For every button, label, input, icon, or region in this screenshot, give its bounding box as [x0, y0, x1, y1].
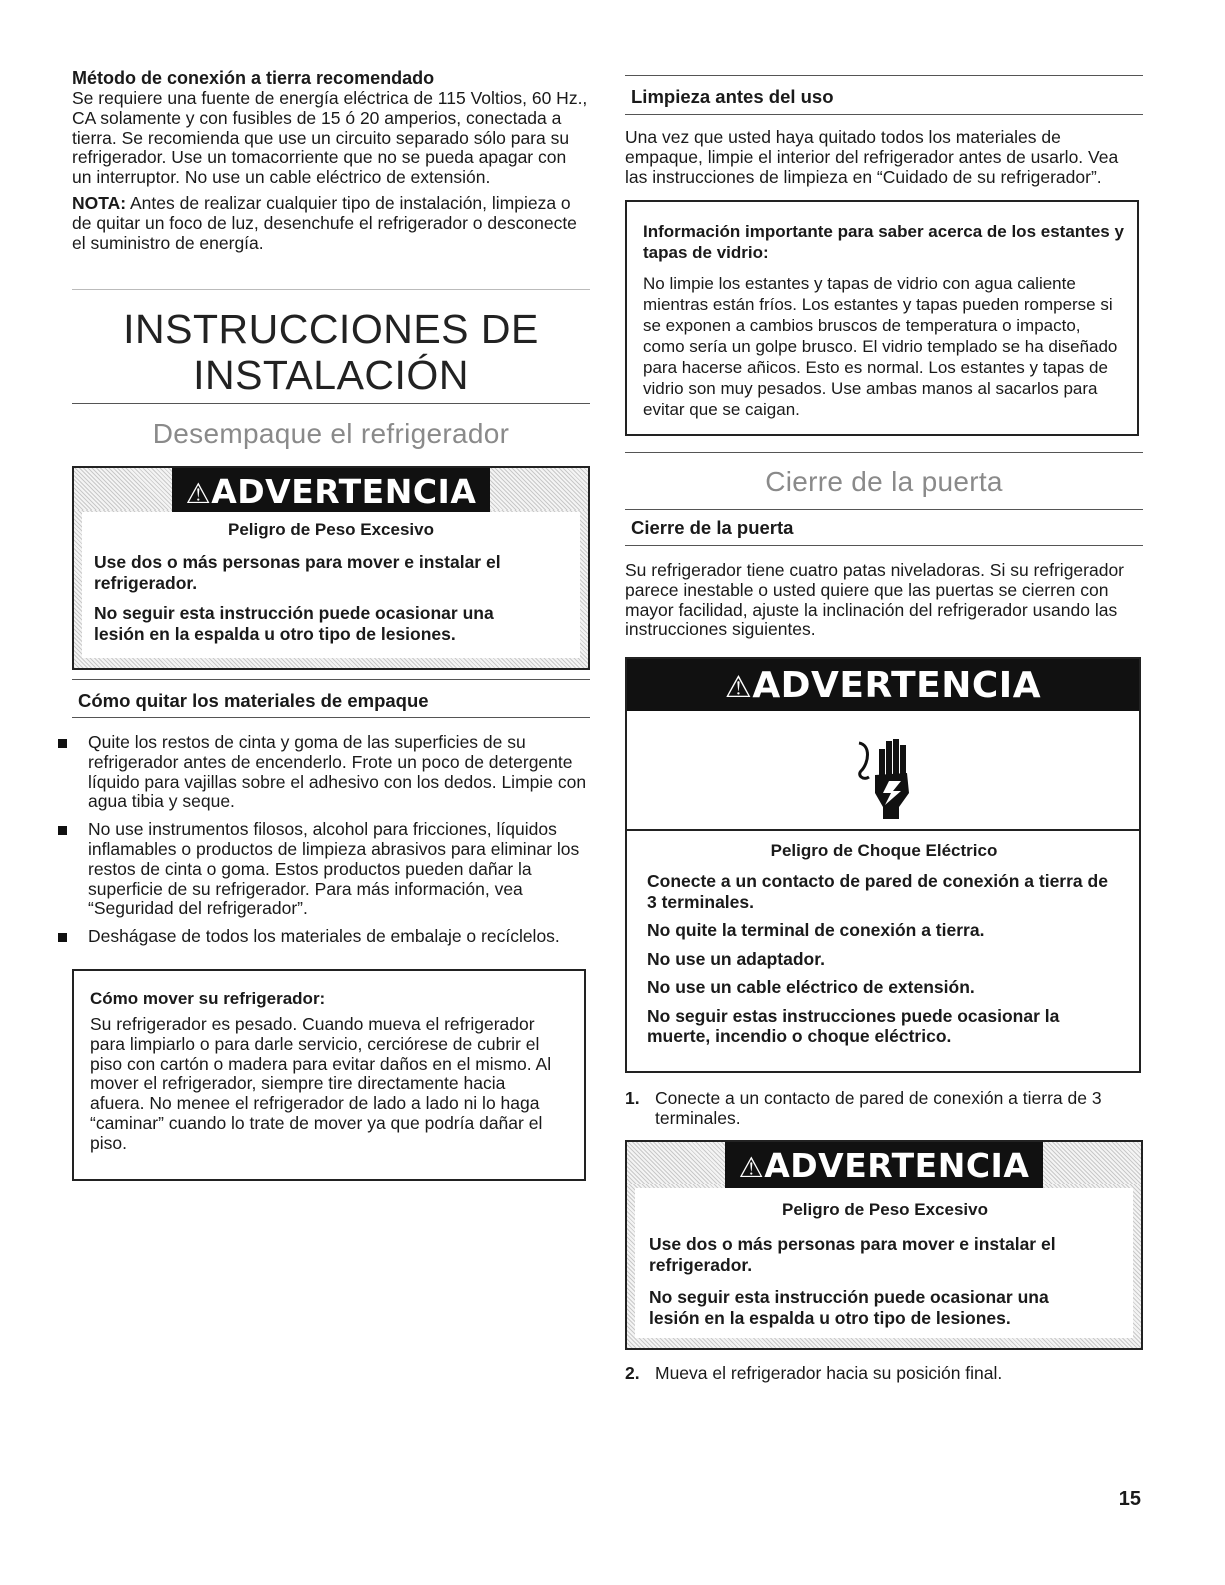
- warning-body: [627, 831, 1139, 1047]
- glass-body: No limpie los estantes y tapas de vidrio con agua caliente mientras están fríos. Los estantes y tapas pueden romperse si se exponen a cambios bruscos de temperatura o impacto, como sería un golpe brusco. El vidrio templado se ha diseñado para hacerse añicos. Esto es normal. Los estantes y tapas de vidrio son muy pesados. Use ambas manos al sacarlos para evitar que se caigan.: [643, 274, 1118, 419]
- divider: [625, 509, 1143, 510]
- bullet-icon: [58, 933, 67, 942]
- list-item: Quite los restos de cinta y goma de las superficies de su refrigerador antes de encenderlo. Frote un poco de detergente líquido para vajillas sobre el adhesivo con los dedos. Limpie con agua tibia y seque.: [58, 733, 588, 812]
- step-2: [625, 1364, 1155, 1384]
- step-text: Mueva el refrigerador hacia su posición final.: [655, 1363, 1003, 1383]
- warning-line: No seguir estas instrucciones puede ocasionar la muerte, incendio o choque eléctrico.: [647, 1005, 1060, 1046]
- step-text: Conecte a un contacto de pared de conexión a tierra de 3 terminales.: [655, 1088, 1102, 1128]
- warning-line: Conecte a un contacto de pared de conexión a tierra de 3 terminales.: [647, 871, 1108, 912]
- cleaning-heading: Limpieza antes del uso: [631, 86, 834, 107]
- warning-box-weight: [72, 466, 590, 670]
- bullet-icon: [58, 739, 67, 748]
- bullet-icon: [58, 826, 67, 835]
- section-title-unpack: Desempaque el refrigerador: [152, 418, 510, 449]
- electric-shock-hand-icon: [849, 723, 919, 823]
- warning-triangle-icon: ⚠: [738, 1151, 765, 1184]
- warning-hazard: Peligro de Peso Excesivo: [228, 520, 434, 539]
- page-number: 15: [1118, 1488, 1141, 1510]
- grounding-heading: Método de conexión a tierra recomendado: [72, 68, 435, 88]
- glass-heading: Información importante para saber acerca de los estantes y tapas de vidrio:: [643, 222, 1124, 262]
- warning-line: No quite la terminal de conexión a tierra.: [647, 920, 985, 940]
- warning-line1: Use dos o más personas para mover e instalar el refrigerador.: [649, 1234, 1056, 1275]
- glass-info-box: [625, 200, 1139, 436]
- warning-banner: [74, 468, 588, 510]
- grounding-body: Se requiere una fuente de energía eléctrica de 115 Voltios, 60 Hz., CA solamente y con fusibles de 15 ó 20 amperios, conectada a tierra. Se recomienda que use un circuito separado sólo para su refrigerador. Use un tomacorriente que no se pueda apagar con un interruptor. No use un cable eléctrico de extensión.: [72, 88, 588, 188]
- warning-box-electric: [625, 657, 1141, 1073]
- divider: [625, 452, 1143, 453]
- warning-banner-label: ⚠ADVERTENCIA: [172, 468, 491, 516]
- moving-body: Su refrigerador es pesado. Cuando mueva el refrigerador para limpiarlo o para darle servicio, cerciórese de cubrir el piso con cartón o madera para evitar daños en el mismo. Al mover el refrigerador, siempre tire directamente hacia afuera. No menee el refrigerador de lado a lado ni lo haga “caminar” cuando lo trate de mover ya que podría dañar el piso.: [90, 1014, 552, 1153]
- divider: [72, 403, 590, 404]
- warning-line1: Use dos o más personas para mover e instalar el refrigerador.: [94, 552, 501, 593]
- remove-heading: Cómo quitar los materiales de empaque: [78, 690, 429, 711]
- main-title-line2: INSTALACIÓN: [193, 352, 469, 398]
- step-number: 1.: [625, 1088, 640, 1108]
- main-title: [72, 306, 590, 398]
- note-text: Antes de realizar cualquier tipo de instalación, limpieza o de quitar un foco de luz, desenchufe el refrigerador o desconecte el suministro de energía.: [72, 192, 577, 253]
- section-title-door: Cierre de la puerta: [765, 466, 1003, 497]
- warning-line2: No seguir esta instrucción puede ocasionar una lesión en la espalda u otro tipo de lesiones.: [649, 1287, 1049, 1328]
- warning-body: [635, 1188, 1133, 1338]
- list-item: No use instrumentos filosos, alcohol para fricciones, líquidos inflamables o productos de limpieza abrasivos para eliminar los restos de cinta o goma. Estos productos pueden dañar la superficie de su refrigerador. Para más información, vea “Seguridad del refrigerador”.: [58, 820, 588, 919]
- cleaning-body: Una vez que usted haya quitado todos los materiales de empaque, limpie el interior del refrigerador antes de usarlo. Vea las instrucciones de limpieza en “Cuidado de su refrigerador”.: [625, 127, 1119, 187]
- divider: [72, 717, 590, 718]
- grounding-note: [72, 194, 590, 253]
- moving-heading: Cómo mover su refrigerador:: [90, 989, 326, 1008]
- main-title-line1: INSTRUCCIONES DE: [123, 306, 539, 352]
- warning-line: No use un adaptador.: [647, 948, 825, 969]
- divider: [72, 289, 590, 290]
- warning-box-weight: [625, 1140, 1143, 1350]
- warning-body: [82, 512, 580, 658]
- divider: [625, 545, 1143, 546]
- list-item: Deshágase de todos los materiales de embalaje o recíclelos.: [58, 927, 588, 947]
- warning-line: No use un cable eléctrico de extensión.: [647, 977, 975, 997]
- warning-banner: [627, 1142, 1141, 1184]
- warning-banner-label: ⚠ADVERTENCIA: [725, 1142, 1044, 1190]
- door-heading: Cierre de la puerta: [631, 517, 794, 538]
- divider: [72, 679, 590, 680]
- divider: [625, 75, 1143, 76]
- warning-triangle-icon: ⚠: [724, 670, 753, 705]
- shock-icon-area: [627, 711, 1139, 831]
- step-number: 2.: [625, 1363, 640, 1383]
- step-1: [625, 1089, 1155, 1129]
- warning-hazard: Peligro de Peso Excesivo: [782, 1200, 988, 1219]
- divider: [625, 114, 1143, 115]
- grounding-section: [72, 68, 590, 253]
- warning-line2: No seguir esta instrucción puede ocasionar una lesión en la espalda u otro tipo de lesiones.: [94, 603, 494, 644]
- moving-info-box: [72, 969, 586, 1181]
- remove-list: [58, 733, 588, 947]
- door-body: Su refrigerador tiene cuatro patas niveladoras. Si su refrigerador parece inestable o usted quiere que las puertas se cierren con mayor facilidad, ajuste la inclinación del refrigerador usando las instrucciones siguientes.: [625, 560, 1125, 640]
- warning-triangle-icon: ⚠: [185, 477, 212, 510]
- warning-banner: ⚠ADVERTENCIA: [627, 659, 1139, 711]
- note-label: NOTA:: [72, 192, 127, 213]
- warning-hazard: Peligro de Choque Eléctrico: [770, 841, 998, 860]
